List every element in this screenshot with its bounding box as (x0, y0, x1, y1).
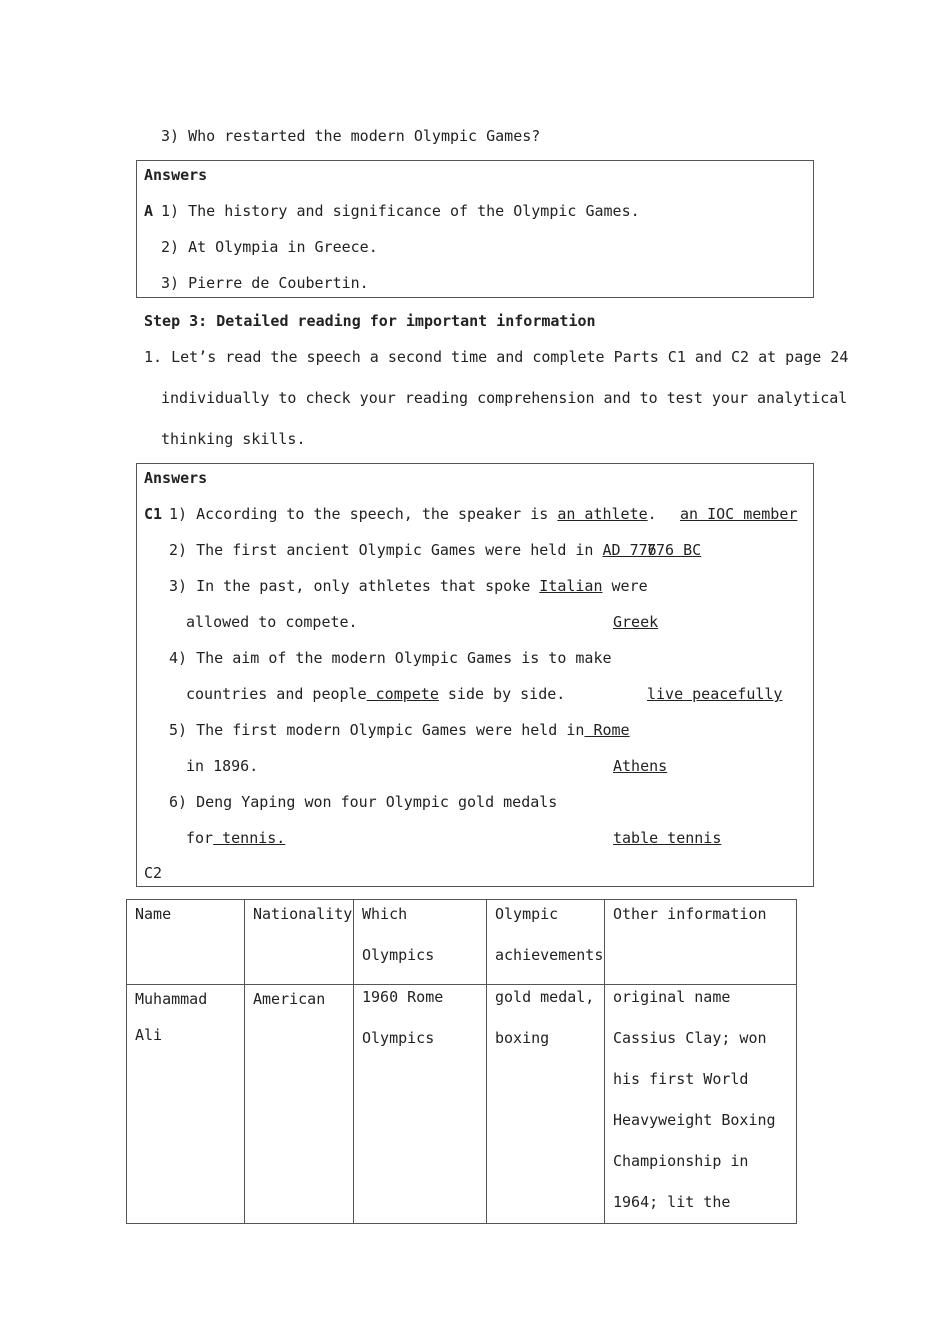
c1-item-1-wrong: an athlete (557, 505, 648, 523)
c2-label: C2 (144, 864, 163, 882)
c1-item-4: 4) The aim of the modern Olympic Games is to make (169, 649, 612, 667)
step3-instruction-line-2: individually to check your reading comprehension and to test your analytical (161, 389, 848, 407)
table-header-cell: Nationality (245, 900, 354, 985)
c1-item-1: 1) According to the speech, the speaker is an athlete. (169, 505, 657, 523)
c1-item-5-wrong: Rome (584, 721, 630, 739)
step3-instruction-line-1: 1. Let’s read the speech a second time and complete Parts C1 and C2 at page 24 (144, 348, 849, 366)
step3-title: Step 3: Detailed reading for important information (144, 312, 596, 330)
c1-item-3-correct: Greek (613, 613, 659, 631)
table-header-cell: Name (127, 900, 245, 985)
table-row (127, 985, 797, 1224)
c1-item-2-wrong: AD 776 (602, 541, 657, 559)
c1-item-6-cont: for tennis. (186, 829, 286, 847)
c1-item-5-cont: in 1896. (186, 757, 259, 775)
c1-item-2-correct: 776 BC (647, 541, 702, 559)
answers-a-item-1: 1) The history and significance of the Olympic Games. (161, 202, 640, 220)
c1-item-5: 5) The first modern Olympic Games were held in Rome (169, 721, 630, 739)
c1-item-6-correct: table tennis (613, 829, 722, 847)
table-cell: 1960 Rome Olympics (354, 985, 487, 1224)
step3-instruction-line-3: thinking skills. (161, 430, 306, 448)
c2-table (126, 899, 797, 1224)
c1-item-5-correct: Athens (613, 757, 668, 775)
table-header-cell: Other information (605, 900, 797, 985)
table-cell: Muhammad Ali (127, 985, 245, 1224)
c1-item-6-wrong: tennis. (213, 829, 286, 847)
table-header-cell: Olympic achievements (487, 900, 605, 985)
table-header-row (127, 900, 797, 985)
table-cell: gold medal, boxing (487, 985, 605, 1224)
answers-c-heading: Answers (144, 469, 208, 487)
answers-a-heading: Answers (144, 166, 208, 184)
question-3: 3) Who restarted the modern Olympic Games? (161, 127, 541, 145)
c1-item-1-correct: an IOC member (680, 505, 798, 523)
c1-item-2: 2) The first ancient Olympic Games were held in AD 776 (169, 541, 657, 559)
c1-item-3-cont: allowed to compete. (186, 613, 358, 631)
c1-item-4-wrong: compete (366, 685, 439, 703)
answers-a-letter: A (144, 202, 154, 220)
table-cell: American (245, 985, 354, 1224)
table-cell: original name Cassius Clay; won his first World Heavyweight Boxing Championship in 1964; lit the (605, 985, 797, 1224)
c1-item-4-cont: countries and people compete side by side. (186, 685, 566, 703)
table-header-cell: Which Olympics (354, 900, 487, 985)
c1-item-3: 3) In the past, only athletes that spoke Italian were (169, 577, 648, 595)
c1-item-4-correct: live peacefully (647, 685, 783, 703)
c1-item-3-wrong: Italian (539, 577, 603, 595)
c1-label: C1 (144, 505, 163, 523)
c1-item-6: 6) Deng Yaping won four Olympic gold medals (169, 793, 558, 811)
answers-box-c (136, 463, 814, 887)
answers-a-item-3: 3) Pierre de Coubertin. (161, 274, 369, 292)
answers-a-item-2: 2) At Olympia in Greece. (161, 238, 378, 256)
